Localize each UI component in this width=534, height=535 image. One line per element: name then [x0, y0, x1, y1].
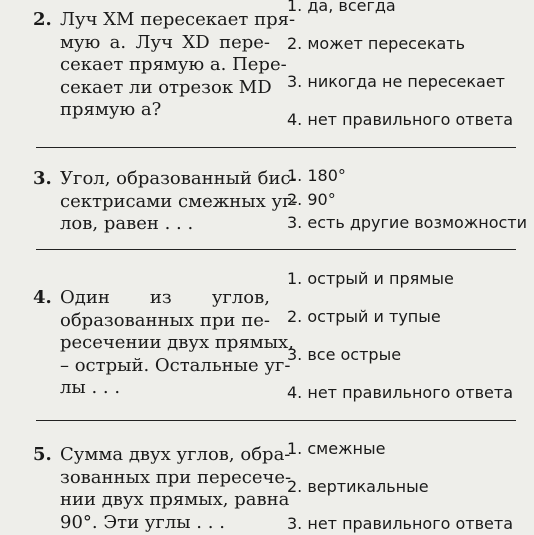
question-line: нии двух прямых, равна — [60, 489, 290, 510]
answer-option: 4. нет правильного ответа — [287, 110, 514, 129]
question-number: 5. — [33, 444, 52, 465]
question-line: секает прямую a. Пере- — [60, 54, 287, 75]
answer-option: 2. вертикальные — [287, 477, 429, 496]
separator-line — [36, 147, 516, 148]
question-line: лы . . . — [60, 377, 121, 398]
answer-option: 3. есть другие возможности — [287, 213, 528, 232]
answer-option: 1. 180° — [287, 166, 346, 185]
question-line: сектрисами смежных уг- — [60, 190, 298, 212]
answer-option: 4. нет правильного ответа — [287, 383, 514, 402]
question-number: 2. — [33, 9, 52, 30]
answer-option: 1. смежные — [287, 439, 386, 458]
answer-option: 2. 90° — [287, 190, 336, 209]
answer-option: 3. никогда не пересекает — [287, 72, 505, 91]
question-text — [60, 287, 294, 400]
question-line: прямую a? — [60, 99, 162, 120]
question-line: Один из углов, — [60, 287, 270, 308]
question-line: образованных при пе- — [60, 309, 270, 331]
question-line: мую a. Луч XD пере- — [60, 31, 270, 53]
question-line: ресечении двух прямых, — [60, 332, 294, 353]
question-line: зованных при пересече- — [60, 466, 292, 488]
answer-option: 3. все острые — [287, 345, 402, 364]
answer-option: 1. да, всегда — [287, 0, 396, 15]
question-number: 3. — [33, 168, 52, 189]
answer-option: 3. нет правильного ответа — [287, 514, 514, 533]
question-line: 90°. Эти углы . . . — [60, 511, 225, 533]
question-line: Сумма двух углов, обра- — [60, 444, 291, 465]
question-text — [60, 168, 298, 236]
question-text — [60, 444, 292, 534]
question-line: лов, равен . . . — [60, 213, 194, 234]
answer-option: 1. острый и прямые — [287, 269, 454, 288]
question-number: 4. — [33, 287, 52, 308]
question-text — [60, 9, 296, 122]
separator-line — [36, 420, 516, 421]
separator-line — [36, 249, 516, 250]
question-line: Угол, образованный бис- — [60, 168, 297, 189]
answer-option: 2. может пересекать — [287, 34, 466, 53]
question-line: Луч XM пересекает пря- — [60, 9, 296, 30]
question-line: – острый. Остальные уг- — [60, 354, 291, 376]
answer-option: 2. острый и тупые — [287, 307, 441, 326]
question-line: секает ли отрезок MD — [60, 76, 272, 98]
